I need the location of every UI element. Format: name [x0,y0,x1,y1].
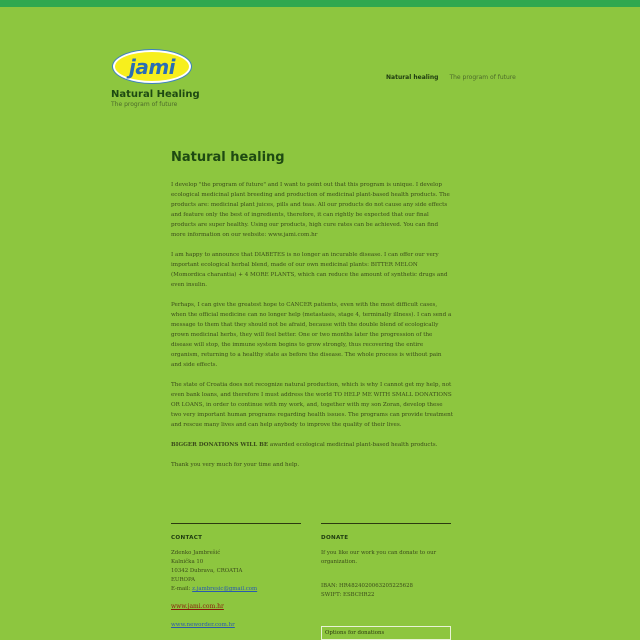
swift-line: SWIFT: ESBCHR22 [321,592,375,598]
donate-section [321,523,451,636]
contact-section [171,523,301,628]
paragraph-donations-request: The state of Croatia does not recognize natural production, which is why I cannot get my help, not even bank loans, and therefore I must address the world TO HELP ME WITH SMALL DONATIONS OR LOANS, in order to continue with my work, and, together with my son Zoran, develop these two very important human programs regarding health issues. The programs can provide treatment and rescue many lives and can help anybody to improve the quality of their lives. [171,382,453,428]
contact-street: Kalnička 10 [171,559,204,565]
email-label: E-mail: [171,586,193,592]
website-link-neworder[interactable]: www.neworder.com.hr [171,622,235,628]
nav-item-natural-healing[interactable]: Natural healing [386,74,439,81]
contact-heading: CONTACT [171,535,203,541]
rewards-text: awarded ecological medicinal plant-based health products. [268,442,438,448]
contact-region: EUROPA [171,577,195,583]
main-content [171,150,453,480]
page-title: Natural healing [171,150,285,165]
main-nav [386,74,516,81]
donate-heading: DONATE [321,535,349,541]
top-bar [0,0,640,7]
iban-line: IBAN: HR4824020063205225628 [321,583,413,589]
contact-city: 10342 Dubrava, CROATIA [171,568,243,574]
contact-email-line [171,585,301,594]
email-link[interactable]: z.jambresic@gmail.com [192,586,258,592]
contact-name: Zdenko Jambrešić [171,550,221,556]
paragraph-rewards [171,440,453,450]
site-title[interactable]: Natural Healing [111,89,200,100]
site-tagline: The program of future [111,101,178,108]
nav-item-program-of-future[interactable]: The program of future [449,74,516,81]
donation-options-select[interactable]: Options for donations [321,626,451,640]
rewards-bold-text: BIGGER DONATIONS WILL BE [171,442,269,448]
site-logo[interactable] [113,50,191,83]
donate-text: If you like our work you can donate to our organization. [321,550,437,565]
paragraph-intro: I develop "the program of future" and I want to point out that this program is unique. I develop ecological medicinal plant breeding and production of medicinal plant-based health products. The products are: medicinal plant juices, pills and teas. All our products do not cause any side effects and feature only the best of ingredients, therefore, it can rightly be expected that our final products are super healthy. Using our products, high cure rates can be achieved. You can find more information on our website: www.jami.com.hr [171,182,450,238]
logo-text: jami [128,54,176,79]
paragraph-cancer: Perhaps, I can give the greatest hope to CANCER patients, even with the most difficult cases, when the official medicine can no longer help (metastasis, stage 4, terminally illness). I can send a message to them that they should not be afraid, because with the double blend of ecologically grown medicinal herbs, they will feel better. One or two months later the progression of the disease will stop, the immune system begins to grow strongly, thus recovering the entire organism, returning to a healthy state as before the disease. The whole process is without pain and side effects. [171,302,452,368]
paragraph-thanks: Thank you very much for your time and help. [171,462,300,468]
website-link-jami[interactable]: www.jami.com.hr [171,603,224,610]
paragraph-diabetes: I am happy to announce that DIABETES is no longer an incurable disease. I can offer our very important ecological herbal blend, made of our own medicinal plants: BITTER MELON (Momordica charantia) + 4 MORE PLANTS, which can reduce the amount of synthetic drugs and even insulin. [171,252,448,288]
